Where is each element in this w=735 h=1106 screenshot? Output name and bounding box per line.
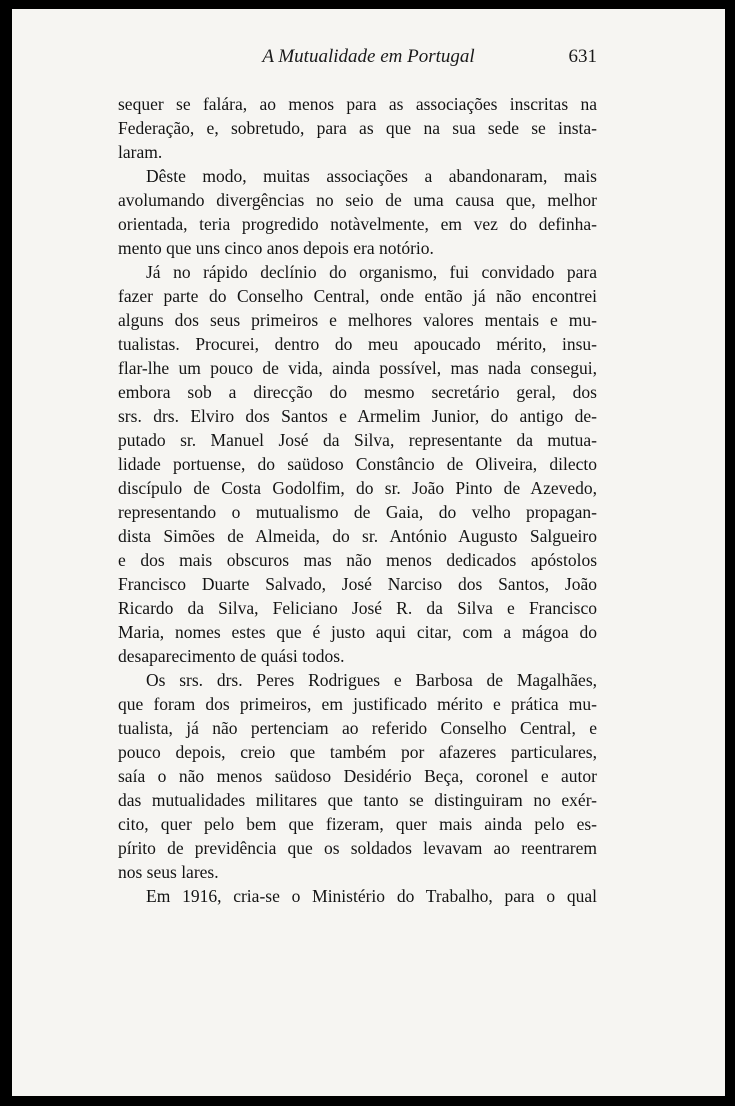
book-page: [12, 9, 725, 1096]
text-line: mento que uns cinco anos depois era notório.: [118, 238, 434, 258]
text-line: pírito de previdência que os soldados levavam ao reentrarem: [118, 838, 597, 858]
text-line: e dos mais obscuros mas não menos dedicados apóstolos: [118, 550, 597, 570]
text-line: Federação, e, sobretudo, para as que na sua sede se insta-: [118, 118, 597, 138]
text-line: flar-lhe um pouco de vida, ainda possível, mas nada consegui,: [118, 358, 597, 378]
text-line: alguns dos seus primeiros e melhores valores mentais e mu-: [118, 310, 597, 330]
text-line: que foram dos primeiros, em justificado mérito e prática mu-: [118, 694, 597, 714]
text-line: putado sr. Manuel José da Silva, representante da mutua-: [118, 430, 597, 450]
text-line: desaparecimento de quási todos.: [118, 646, 345, 666]
text-line: embora sob a direcção do mesmo secretário geral, dos: [118, 382, 597, 402]
text-line: srs. drs. Elviro dos Santos e Armelim Junior, do antigo de-: [118, 406, 597, 426]
text-line: orientada, teria progredido notàvelmente, em vez do definha-: [118, 214, 597, 234]
text-line: fazer parte do Conselho Central, onde então já não encontrei: [118, 286, 597, 306]
text-line: pouco depois, creio que também por afazeres particulares,: [118, 742, 597, 762]
text-line: Os srs. drs. Peres Rodrigues e Barbosa de Magalhães,: [146, 670, 597, 690]
text-line: Em 1916, cria-se o Ministério do Trabalho, para o qual: [146, 886, 597, 906]
text-line: representando o mutualismo de Gaia, do velho propagan-: [118, 502, 597, 522]
text-line: saía o não menos saüdoso Desidério Beça, coronel e autor: [118, 766, 597, 786]
text-line: cito, quer pelo bem que fizeram, quer mais ainda pelo es-: [118, 814, 597, 834]
text-line: das mutualidades militares que tanto se distinguiram no exér-: [118, 790, 597, 810]
text-line: nos seus lares.: [118, 862, 219, 882]
text-line: dista Simões de Almeida, do sr. António Augusto Salgueiro: [118, 526, 597, 546]
text-line: Francisco Duarte Salvado, José Narciso dos Santos, João: [118, 574, 597, 594]
text-line: tualista, já não pertenciam ao referido Conselho Central, e: [118, 718, 597, 738]
text-line: Dêste modo, muitas associações a abandonaram, mais: [146, 166, 597, 186]
running-header-title: A Mutualidade em Portugal: [262, 46, 475, 67]
text-line: discípulo de Costa Godolfim, do sr. João Pinto de Azevedo,: [118, 478, 597, 498]
page-number: 631: [568, 46, 597, 67]
text-line: lidade portuense, do saüdoso Constâncio de Oliveira, dilecto: [118, 454, 597, 474]
text-line: Maria, nomes estes que é justo aqui citar, com a mágoa do: [118, 622, 597, 642]
text-line: Ricardo da Silva, Feliciano José R. da Silva e Francisco: [118, 598, 597, 618]
text-line: avolumando divergências no seio de uma causa que, melhor: [118, 190, 597, 210]
text-line: laram.: [118, 142, 163, 162]
text-line: tualistas. Procurei, dentro do meu apoucado mérito, insu-: [118, 334, 597, 354]
body-text: [118, 92, 597, 908]
text-line: Já no rápido declínio do organismo, fui convidado para: [146, 262, 597, 282]
text-line: sequer se falára, ao menos para as associações inscritas na: [118, 94, 597, 114]
